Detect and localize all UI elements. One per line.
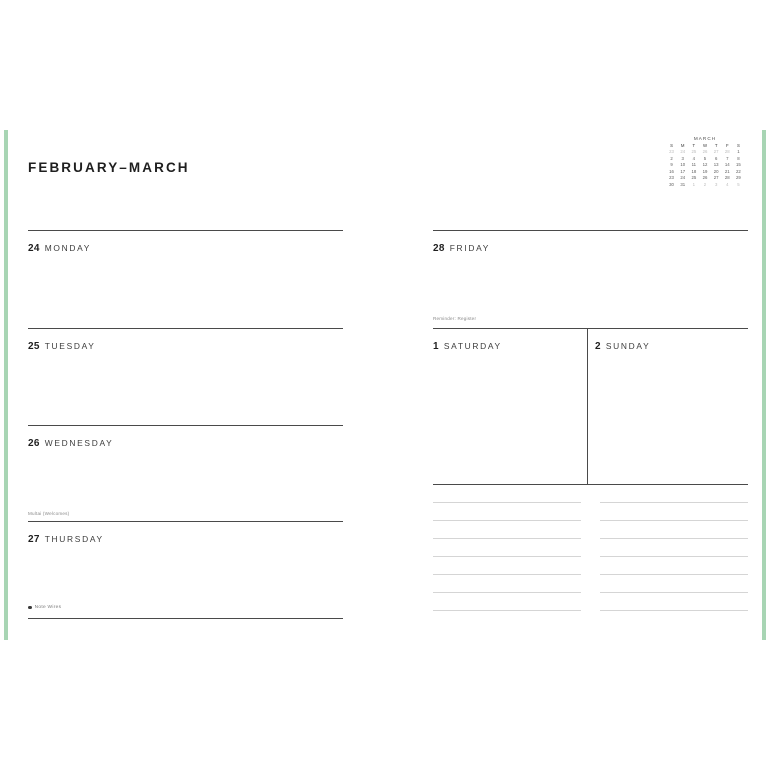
note-line[interactable] [433, 610, 581, 611]
left-page [8, 130, 385, 640]
mini-calendar-day[interactable]: 10 [680, 162, 686, 168]
mini-calendar-day[interactable]: 2 [703, 181, 707, 187]
mini-calendar-day[interactable]: 13 [713, 162, 719, 168]
day-number: 1 [433, 341, 439, 352]
note-line[interactable] [600, 592, 748, 593]
day-entry-wednesday[interactable] [28, 433, 113, 451]
page-title: FEBRUARY–MARCH [28, 160, 190, 175]
rule-weekend [433, 328, 748, 329]
day-entry-tuesday[interactable] [28, 336, 96, 354]
note-line[interactable] [433, 592, 581, 593]
mini-calendar-day[interactable]: 25 [691, 149, 697, 155]
day-name: THURSDAY [44, 534, 104, 544]
day-name: FRIDAY [449, 243, 491, 253]
day-number: 2 [595, 341, 601, 352]
day-entry-monday[interactable] [28, 238, 91, 256]
rule-monday [28, 230, 343, 231]
day-number: 26 [28, 438, 40, 449]
mini-calendar-day[interactable]: 18 [691, 168, 697, 174]
page-edge-right [762, 130, 766, 640]
mini-calendar-day[interactable]: 1 [692, 181, 696, 187]
mini-calendar-day[interactable]: 23 [669, 175, 674, 181]
weekday-header: T [714, 142, 718, 148]
bullet-dot-icon [28, 606, 32, 610]
mini-calendar-day[interactable]: 5 [737, 181, 740, 187]
thursday-note: Multai (Welcomes) [28, 511, 70, 516]
mini-calendar-day[interactable]: 25 [691, 175, 697, 181]
day-number: 24 [28, 243, 40, 254]
day-number: 25 [28, 341, 40, 352]
day-name: TUESDAY [44, 341, 96, 351]
note-line[interactable] [600, 538, 748, 539]
mini-calendar-day[interactable]: 1 [737, 149, 740, 155]
mini-calendar-day[interactable]: 22 [736, 168, 741, 174]
rule-footer [28, 618, 343, 619]
mini-calendar-day[interactable]: 3 [714, 181, 718, 187]
rule-weekend-bottom [433, 484, 748, 485]
mini-calendar-day[interactable]: 14 [724, 162, 730, 168]
rule-thursday [28, 521, 343, 522]
notes-column-right[interactable] [600, 502, 748, 628]
mini-calendar-day[interactable]: 20 [713, 168, 719, 174]
mini-calendar-day[interactable]: 16 [669, 168, 674, 174]
weekend-note: Reminder: Register [433, 316, 477, 321]
weekday-header: F [725, 142, 729, 148]
mini-calendar-day[interactable]: 5 [703, 155, 707, 161]
weekday-header: S [670, 142, 673, 148]
note-line[interactable] [433, 502, 581, 503]
day-entry-friday[interactable] [433, 238, 490, 256]
mini-calendar-day[interactable]: 6 [714, 155, 718, 161]
mini-calendar-title: MARCH [693, 136, 717, 141]
note-line[interactable] [433, 520, 581, 521]
mini-calendar-day[interactable]: 15 [736, 162, 741, 168]
footer-note-label: Note Wires [34, 605, 62, 610]
mini-calendar-day[interactable]: 12 [702, 162, 708, 168]
mini-calendar-day[interactable]: 19 [702, 168, 708, 174]
note-line[interactable] [433, 574, 581, 575]
day-entry-sunday[interactable] [595, 336, 650, 354]
mini-calendar-day[interactable]: 21 [724, 168, 730, 174]
mini-calendar-day[interactable]: 29 [736, 175, 741, 181]
weekday-header: T [692, 142, 696, 148]
mini-calendar-day[interactable]: 4 [692, 155, 696, 161]
day-name: SATURDAY [443, 341, 502, 351]
mini-calendar-day[interactable]: 24 [680, 149, 686, 155]
weekday-header: W [702, 142, 708, 148]
rule-wednesday [28, 425, 343, 426]
mini-calendar-day[interactable]: 4 [726, 181, 729, 187]
right-page [385, 130, 762, 640]
mini-calendar-grid [666, 143, 744, 189]
day-number: 27 [28, 534, 40, 545]
day-name: WEDNESDAY [44, 438, 114, 448]
mini-calendar-day[interactable]: 23 [669, 149, 674, 155]
mini-calendar-day[interactable]: 11 [691, 162, 697, 168]
mini-calendar-day[interactable]: 2 [670, 155, 673, 161]
weekday-header: S [736, 142, 740, 148]
footer-note [28, 605, 61, 610]
note-line[interactable] [600, 502, 748, 503]
mini-calendar-day[interactable]: 8 [737, 155, 740, 161]
mini-calendar-day[interactable]: 17 [680, 168, 686, 174]
note-line[interactable] [433, 538, 581, 539]
rule-tuesday [28, 328, 343, 329]
mini-calendar-day[interactable]: 28 [724, 175, 730, 181]
day-entry-saturday[interactable] [433, 336, 502, 354]
weekend-divider [587, 328, 588, 484]
mini-calendar-day[interactable]: 3 [681, 155, 684, 161]
mini-calendar-day[interactable]: 26 [702, 149, 708, 155]
spread-body [8, 130, 762, 640]
mini-calendar-day[interactable]: 28 [724, 149, 730, 155]
mini-calendar-day[interactable]: 9 [670, 162, 673, 168]
note-line[interactable] [600, 574, 748, 575]
mini-calendar-week [666, 182, 744, 189]
rule-friday [433, 230, 748, 231]
day-name: MONDAY [44, 243, 92, 253]
mini-calendar-day[interactable]: 26 [702, 175, 708, 181]
mini-calendar-day[interactable]: 7 [726, 155, 729, 161]
mini-calendar-day[interactable]: 24 [680, 175, 686, 181]
note-line[interactable] [600, 556, 748, 557]
mini-calendar-day[interactable]: 31 [680, 181, 686, 187]
mini-calendar[interactable] [666, 136, 744, 189]
day-name: SUNDAY [605, 341, 651, 351]
mini-calendar-day[interactable]: 27 [713, 175, 719, 181]
note-line[interactable] [600, 520, 748, 521]
mini-calendar-day[interactable]: 27 [713, 149, 719, 155]
day-entry-thursday[interactable] [28, 529, 104, 547]
note-line[interactable] [433, 556, 581, 557]
day-number: 28 [433, 243, 445, 254]
notes-column-left[interactable] [433, 502, 581, 628]
mini-calendar-body [666, 150, 744, 189]
weekday-header: M [680, 142, 685, 148]
mini-calendar-day[interactable]: 30 [669, 181, 674, 187]
note-line[interactable] [600, 610, 748, 611]
